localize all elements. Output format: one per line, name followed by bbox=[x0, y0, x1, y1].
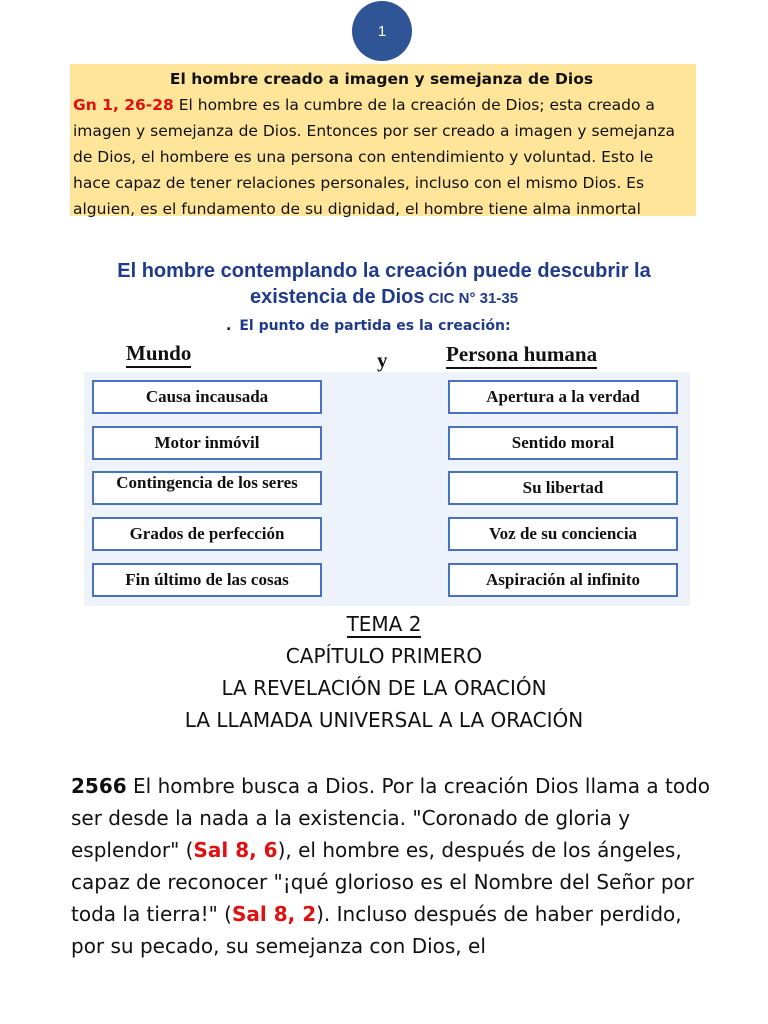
chapter-title-2: LA LLAMADA UNIVERSAL A LA ORACIÓN bbox=[184, 708, 584, 732]
intro-paragraph bbox=[73, 92, 690, 222]
paragraph-text-2: ), el hombre es, después de los ángeles, capaz de reconocer "¡qué glorioso es el Nombre del Señor por toda la tierra!" ( bbox=[71, 838, 694, 926]
page-number-badge: 1 bbox=[352, 1, 412, 61]
paragraph-reference-1: Sal 8, 6 bbox=[193, 838, 278, 862]
section-heading bbox=[60, 258, 708, 312]
paragraph-reference-2: Sal 8, 2 bbox=[232, 902, 317, 926]
left-column-header bbox=[126, 340, 276, 370]
section-heading-line1: El hombre contemplando la creación puede descubrir la bbox=[117, 260, 651, 282]
section-heading-text: existencia de Dios bbox=[249, 286, 425, 308]
left-box-1: Causa incausada bbox=[92, 380, 322, 414]
paragraph-text-3: ). Incluso después de haber perdido, por su pecado, su semejanza con Dios, el bbox=[71, 902, 682, 958]
tema-heading bbox=[0, 612, 768, 636]
intro-reference: Gn 1, 26-28 bbox=[73, 96, 174, 114]
paragraph-number: 2566 bbox=[71, 774, 127, 798]
intro-title: El hombre creado a imagen y semejanza de Dios bbox=[169, 70, 594, 88]
right-column-header: Persona humana bbox=[446, 341, 597, 369]
intro-highlight-box bbox=[70, 64, 696, 216]
bullet-dot: . bbox=[226, 318, 232, 334]
left-box-5: Fin último de las cosas bbox=[92, 563, 322, 597]
tema-heading-text: TEMA 2 bbox=[346, 612, 422, 636]
right-box-5: Aspiración al infinito bbox=[448, 563, 678, 597]
left-box-3: Contingencia de los seres bbox=[92, 471, 322, 505]
catechism-paragraph bbox=[71, 770, 711, 962]
right-box-4: Voz de su conciencia bbox=[448, 517, 678, 551]
right-box-2: Sentido moral bbox=[448, 426, 678, 460]
left-column-header-text: Mundo bbox=[126, 340, 191, 368]
right-box-1: Apertura a la verdad bbox=[448, 380, 678, 414]
right-box-3: Su libertad bbox=[448, 471, 678, 505]
paragraph-text-1: El hombre busca a Dios. Por la creación Dios llama a todo ser desde la nada a la existencia. "Coronado de gloria y esplendor" ( bbox=[71, 774, 711, 862]
intro-text: El hombre es la cumbre de la creación de Dios; esta creado a imagen y semejanza de Dios. Entonces por ser creado a imagen y semejanza de Dios, el hombere es una persona con entendimiento y voluntad. Esto le hace capaz de tener relaciones personales, incluso con el mismo Dios. Es alguien, es el fundamento de su dignidad, el hombre tiene alma inmortal bbox=[73, 96, 676, 218]
chapter-heading: CAPÍTULO PRIMERO bbox=[285, 644, 483, 668]
connector-word: y bbox=[377, 348, 388, 372]
section-heading-line2 bbox=[60, 284, 708, 312]
left-box-2: Motor inmóvil bbox=[92, 426, 322, 460]
starting-point-text: El punto de partida es la creación: bbox=[239, 318, 511, 334]
section-heading-reference: CIC N° 31-35 bbox=[424, 290, 519, 307]
chapter-title-1: LA REVELACIÓN DE LA ORACIÓN bbox=[221, 676, 547, 700]
left-box-4: Grados de perfección bbox=[92, 517, 322, 551]
starting-point-line bbox=[226, 318, 766, 334]
